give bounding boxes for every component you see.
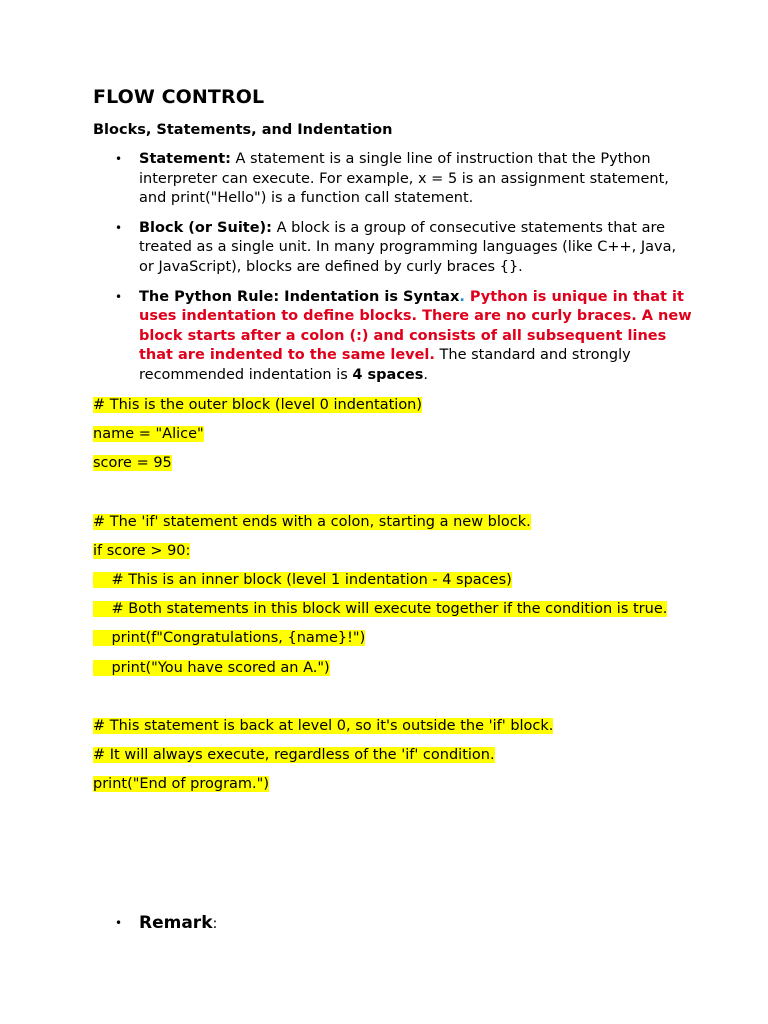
blank-line [93,484,693,513]
list-item-block [93,219,693,278]
remark-label: Remark [139,913,213,933]
code-line [93,454,693,474]
highlighted-code-text: # Both statements in this block will execute together if the condition is true. [93,601,668,618]
code-line [93,425,693,445]
sentence-end: . [423,366,428,383]
list-item-statement [93,150,693,209]
highlighted-code-text: score = 95 [93,455,172,472]
term-label: Statement: [139,151,231,167]
code-line [93,659,693,679]
blank-line [93,688,693,717]
highlighted-code-text: print("End of program.") [93,776,269,793]
list-item-python-rule [93,288,693,386]
code-line [93,513,693,533]
highlighted-code-text: print("You have scored an A.") [93,659,330,676]
remark-colon: : [212,916,218,932]
term-description: A statement is a single line of instruction that the Python interpreter can execute. For example, x = 5 is an assignment statement, and print("Hello") is a function call statement. [139,151,669,207]
code-line [93,542,693,562]
highlighted-code-text: # It will always execute, regardless of the 'if' condition. [93,746,495,763]
page-title: FLOW CONTROL [93,86,265,108]
bullet-icon: • [115,220,123,235]
highlighted-code-text: print(f"Congratulations, {name}!") [93,630,366,647]
term-label: The Python Rule: Indentation is Syntax [139,288,460,305]
term-period: . [459,288,465,305]
bullet-icon: • [115,916,123,930]
code-line [93,396,693,416]
code-example [93,396,693,804]
code-line [93,775,693,795]
term-description: The standard and strongly recommended indentation is [139,347,631,383]
code-line [93,571,693,591]
term-description: A block is a group of consecutive statements that are treated as a single unit. In many programming languages (like C++, Java, or JavaScript), blocks are defined by curly braces {}. [139,219,677,275]
code-line [93,717,693,737]
code-line [93,600,693,620]
highlighted-code-text: if score > 90: [93,542,191,559]
bullet-icon: • [115,289,123,304]
highlighted-code-text: # This is the outer block (level 0 indentation) [93,397,423,413]
definition-list [93,150,693,396]
section-heading: Blocks, Statements, and Indentation [93,122,393,138]
highlighted-code-text: # This statement is back at level 0, so it's outside the 'if' block. [93,717,554,734]
code-line [93,629,693,649]
term-label: Block (or Suite): [139,219,272,236]
bullet-icon: • [115,152,123,166]
highlighted-code-text: # This is an inner block (level 1 indentation - 4 spaces) [93,571,512,588]
remark-item [93,913,693,933]
highlighted-code-text: name = "Alice" [93,426,204,443]
code-line [93,746,693,766]
bold-value: 4 spaces [352,366,424,383]
emphasis-text: Python is unique in that it uses indentation to define blocks. There are no curly braces. A new block starts after a colon (:) and consists of all subsequent lines that are indented to the same level. [139,288,692,364]
highlighted-code-text: # The 'if' statement ends with a colon, starting a new block. [93,513,531,530]
